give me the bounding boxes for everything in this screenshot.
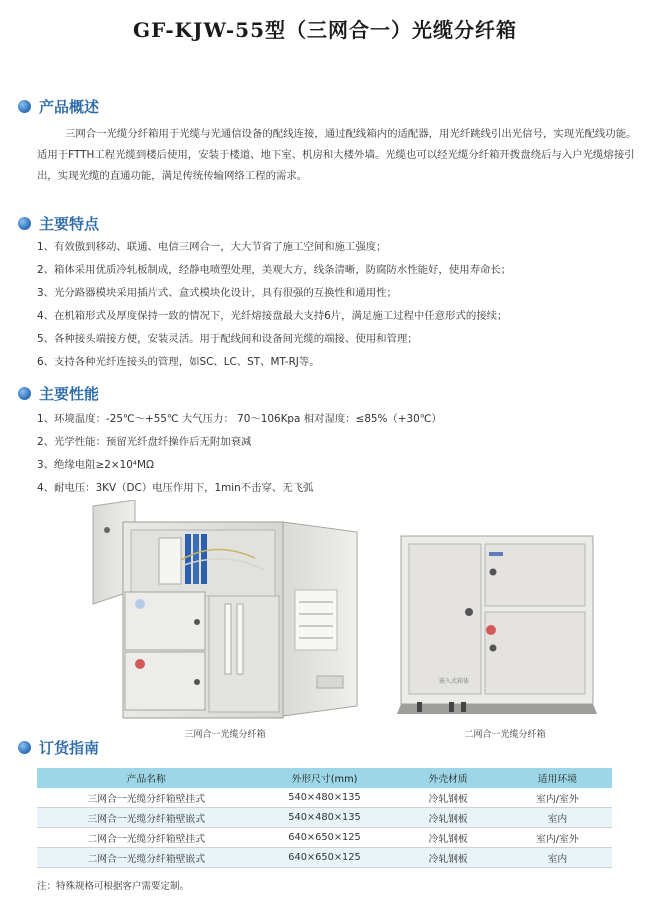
table-row bbox=[37, 828, 612, 848]
bullet-icon bbox=[18, 217, 31, 230]
table-cell: 640×650×125 bbox=[256, 848, 394, 868]
features-section-heading bbox=[18, 213, 99, 233]
list-item: 4、在机箱形式及厚度保持一致的情况下，光纤熔接盘最大支持6片，满足施工过程中任意形式的接续； bbox=[37, 310, 508, 322]
list-item: 1、环境温度：-25℃～+55℃ 大气压力： 70～106Kpa 相对湿度：≤85%（+30℃） bbox=[37, 413, 442, 425]
table-cell: 冷轧钢板 bbox=[394, 788, 503, 808]
list-item: 5、各种接头端接方便，安装灵活。用于配线间和设备间光缆的端接、使用和管理； bbox=[37, 333, 418, 345]
column-header: 适用环境 bbox=[503, 768, 612, 788]
column-header: 外壳材质 bbox=[394, 768, 503, 788]
left-photo-caption: 三网合一光缆分纤箱 bbox=[184, 730, 266, 740]
table-cell: 三网合一光缆分纤箱壁嵌式 bbox=[37, 808, 256, 828]
table-cell: 二网合一光缆分纤箱壁嵌式 bbox=[37, 848, 256, 868]
table-cell: 冷轧钢板 bbox=[394, 848, 503, 868]
features-heading: 主要特点 bbox=[39, 214, 100, 233]
overview-section-heading bbox=[18, 96, 99, 116]
order-note: 注：特殊规格可根据客户需要定制。 bbox=[37, 881, 190, 892]
table-cell: 540×480×135 bbox=[256, 788, 394, 808]
overview-heading: 产品概述 bbox=[39, 97, 100, 116]
list-item: 3、绝缘电阻≥2×10⁴MΩ bbox=[37, 459, 154, 471]
list-item: 3、光分路器模块采用插片式、盒式模块化设计，具有很强的互换性和通用性； bbox=[37, 287, 397, 299]
three-in-one-box-photo bbox=[85, 500, 365, 722]
column-header: 产品名称 bbox=[37, 768, 256, 788]
table-cell: 三网合一光缆分纤箱壁挂式 bbox=[37, 788, 256, 808]
box-label: 嵌入式箱体 bbox=[439, 678, 470, 685]
bullet-icon bbox=[18, 741, 31, 754]
table-row bbox=[37, 808, 612, 828]
features-list bbox=[37, 236, 637, 374]
table-header-row bbox=[37, 768, 612, 788]
order-section-heading bbox=[18, 737, 99, 757]
order-table bbox=[37, 768, 612, 868]
list-item: 4、耐电压：3KV（DC）电压作用下，1min不击穿、无飞弧 bbox=[37, 482, 314, 494]
performance-list bbox=[37, 408, 637, 500]
table-cell: 二网合一光缆分纤箱壁挂式 bbox=[37, 828, 256, 848]
column-header: 外形尺寸(mm) bbox=[256, 768, 394, 788]
list-item: 2、光学性能：预留光纤盘纤操作后无附加衰减 bbox=[37, 436, 252, 448]
table-cell: 室内/室外 bbox=[503, 828, 612, 848]
table-cell: 540×480×135 bbox=[256, 808, 394, 828]
performance-section-heading bbox=[18, 383, 99, 403]
overview-text: 三网合一光缆分纤箱用于光缆与光通信设备的配线连接，通过配线箱内的适配器，用光纤跳线引出光信号，实现光配线功能。适用于FTTH工程光缆到楼后使用，安装于楼道、地下室、机房和大楼外墙。光缆也可以经光缆分纤箱开拨盘绕后与入户光缆熔接引出，实现光缆的直通功能，满足传统传输网络工程的需求。 bbox=[37, 128, 637, 182]
table-row bbox=[37, 848, 612, 868]
bullet-icon bbox=[18, 387, 31, 400]
two-in-one-box-photo bbox=[397, 532, 597, 716]
order-heading: 订货指南 bbox=[39, 738, 100, 757]
table-cell: 室内 bbox=[503, 848, 612, 868]
right-photo-caption: 二网合一光缆分纤箱 bbox=[464, 730, 546, 740]
list-item: 1、有效傲到移动、联通、电信三网合一，大大节省了施工空间和施工强度； bbox=[37, 241, 387, 253]
table-cell: 冷轧钢板 bbox=[394, 828, 503, 848]
table-cell: 冷轧钢板 bbox=[394, 808, 503, 828]
performance-heading: 主要性能 bbox=[39, 384, 100, 403]
list-item: 2、箱体采用优质冷轧板制成，经静电喷塑处理，美观大方，线条清晰，防腐防水性能好，使用寿命长； bbox=[37, 264, 512, 276]
table-row bbox=[37, 788, 612, 808]
table-cell: 室内 bbox=[503, 808, 612, 828]
table-cell: 室内/室外 bbox=[503, 788, 612, 808]
list-item: 6、支持各种光纤连接头的管理，如SC、LC、ST、MT-RJ等。 bbox=[37, 356, 320, 368]
page-title: GF-KJW-55型（三网合一）光缆分纤箱 bbox=[132, 18, 518, 42]
table-cell: 640×650×125 bbox=[256, 828, 394, 848]
bullet-icon bbox=[18, 100, 31, 113]
